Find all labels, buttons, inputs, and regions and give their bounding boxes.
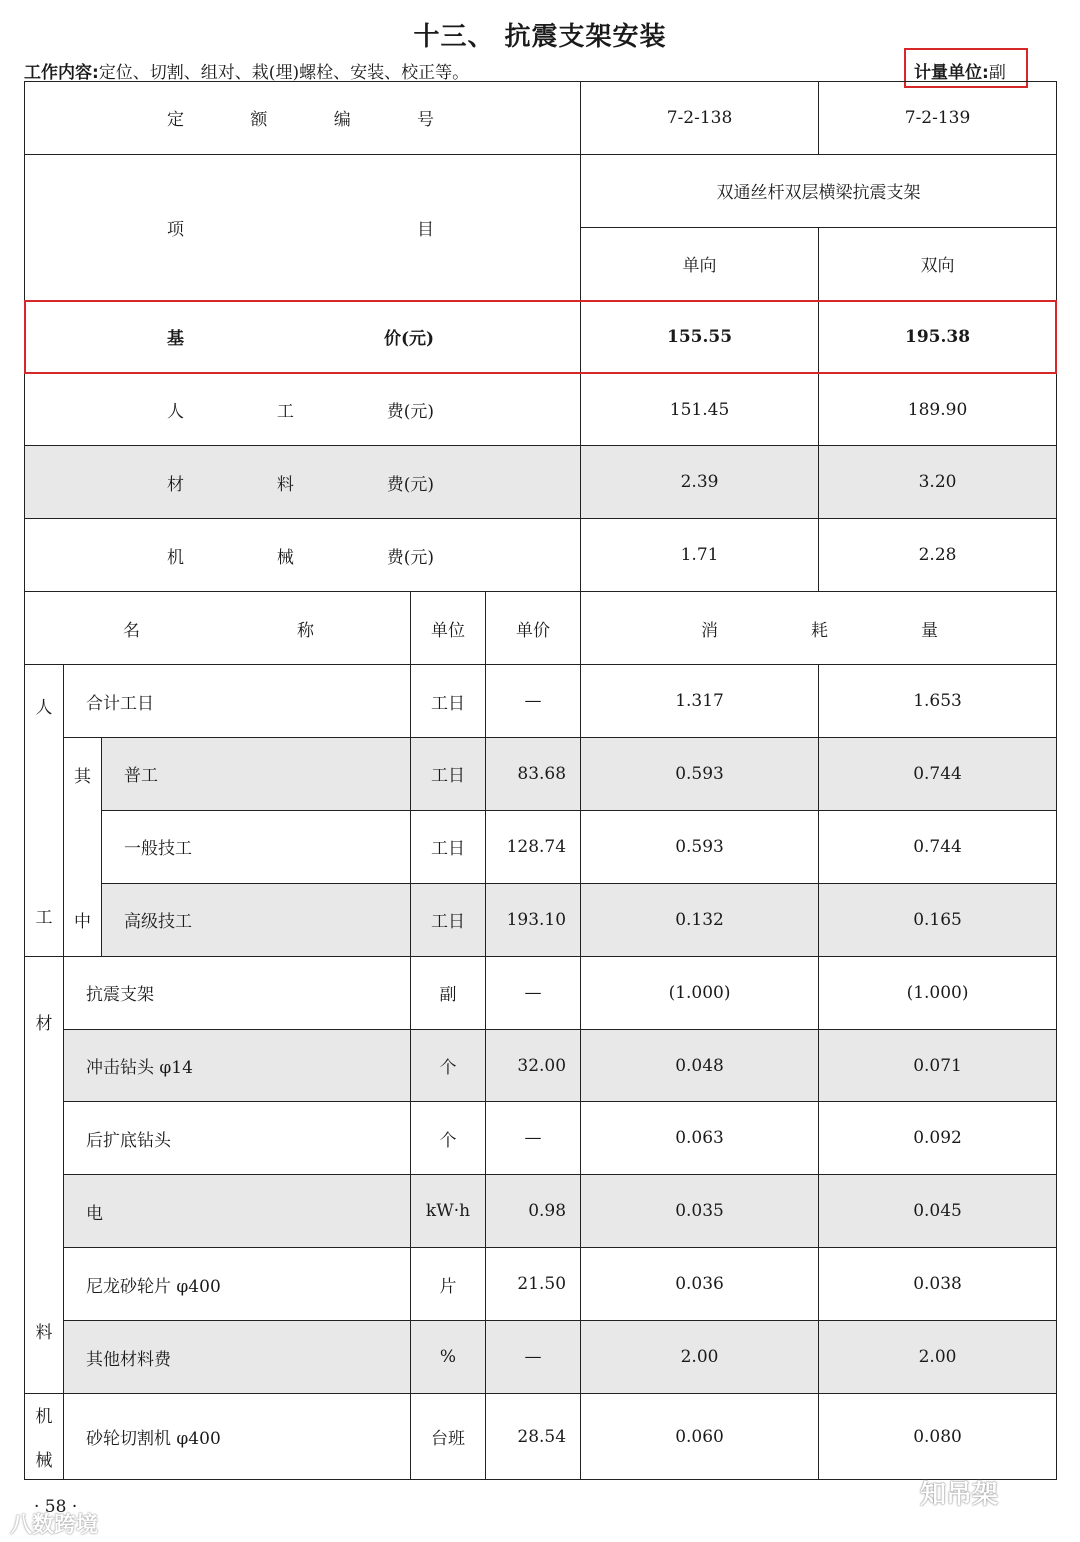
table-row xyxy=(25,1175,1057,1248)
row-name: 普工 xyxy=(102,738,411,811)
row-value-1: (1.000) xyxy=(581,956,819,1029)
category-material: 材 料 xyxy=(25,956,64,1393)
table-row xyxy=(25,1248,1057,1321)
material-cost-2: 3.20 xyxy=(819,446,1057,519)
page-number: · 58 · xyxy=(34,1497,78,1517)
row-name: 后扩底钻头 xyxy=(64,1102,411,1175)
row-unit: 工日 xyxy=(411,665,486,738)
quota-code-label: 定 额 编 号 xyxy=(25,82,581,155)
watermark-right: 知吊架 xyxy=(920,1480,999,1510)
row-value-2: 0.744 xyxy=(819,810,1057,883)
row-name: 电 xyxy=(64,1175,411,1248)
category-machine: 机 械 xyxy=(25,1394,64,1480)
quota-table xyxy=(24,81,1057,1480)
table-row xyxy=(25,810,1057,883)
row-value-2: 0.071 xyxy=(819,1029,1057,1102)
work-content-text: 定位、切割、组对、栽(埋)螺栓、安装、校正等。 xyxy=(98,63,470,83)
labor-cost-1: 151.45 xyxy=(581,373,819,446)
row-value-2: 0.080 xyxy=(819,1394,1057,1480)
row-price: — xyxy=(486,956,581,1029)
item-group-name: 双通丝杆双层横梁抗震支架 xyxy=(581,154,1057,227)
row-price: 32.00 xyxy=(486,1029,581,1102)
unit-label: 计量单位: xyxy=(914,63,989,83)
machine-cost-1: 1.71 xyxy=(581,519,819,592)
row-value-2: 0.038 xyxy=(819,1248,1057,1321)
labor-cost-row xyxy=(25,373,1057,446)
row-unit: 片 xyxy=(411,1248,486,1321)
row-unit: 工日 xyxy=(411,738,486,811)
column-header-consumption: 消 耗 量 xyxy=(581,592,1057,665)
row-price: 21.50 xyxy=(486,1248,581,1321)
work-content-label: 工作内容: xyxy=(24,63,99,83)
row-price: 28.54 xyxy=(486,1394,581,1480)
row-price: 0.98 xyxy=(486,1175,581,1248)
column-header-unit: 单位 xyxy=(411,592,486,665)
quota-code-row xyxy=(25,82,1057,155)
row-value-1: 0.593 xyxy=(581,810,819,883)
machine-cost-2: 2.28 xyxy=(819,519,1057,592)
row-name: 砂轮切割机 φ400 xyxy=(64,1394,411,1480)
page-title: 十三、 抗震支架安装 xyxy=(413,22,667,52)
column-header-row xyxy=(25,592,1057,665)
work-content xyxy=(24,58,469,83)
machine-cost-label: 机 械 费(元) xyxy=(25,519,581,592)
row-unit: kW·h xyxy=(411,1175,486,1248)
table-row xyxy=(25,665,1057,738)
material-cost-1: 2.39 xyxy=(581,446,819,519)
row-name: 尼龙砂轮片 φ400 xyxy=(64,1248,411,1321)
base-price-label: 基 价(元) xyxy=(25,300,581,373)
row-unit: 个 xyxy=(411,1029,486,1102)
row-value-1: 0.593 xyxy=(581,738,819,811)
sub-item-1: 单向 xyxy=(581,227,819,300)
table-row xyxy=(25,883,1057,956)
row-value-1: 0.048 xyxy=(581,1029,819,1102)
table-row xyxy=(25,956,1057,1029)
item-label: 项 目 xyxy=(25,154,581,300)
row-unit: 个 xyxy=(411,1102,486,1175)
row-value-1: 0.035 xyxy=(581,1175,819,1248)
row-value-2: 1.653 xyxy=(819,665,1057,738)
row-value-1: 0.036 xyxy=(581,1248,819,1321)
quota-code-1: 7-2-138 xyxy=(581,82,819,155)
base-price-row xyxy=(25,300,1057,373)
row-price: 128.74 xyxy=(486,810,581,883)
row-value-1: 2.00 xyxy=(581,1321,819,1394)
row-value-2: 0.165 xyxy=(819,883,1057,956)
table-row xyxy=(25,1029,1057,1102)
column-header-name: 名 称 xyxy=(25,592,411,665)
row-value-2: 0.045 xyxy=(819,1175,1057,1248)
row-name: 冲击钻头 φ14 xyxy=(64,1029,411,1102)
row-value-2: (1.000) xyxy=(819,956,1057,1029)
row-value-2: 0.092 xyxy=(819,1102,1057,1175)
quota-code-2: 7-2-139 xyxy=(819,82,1057,155)
base-price-2: 195.38 xyxy=(819,300,1057,373)
labor-cost-label: 人 工 费(元) xyxy=(25,373,581,446)
row-name: 一般技工 xyxy=(102,810,411,883)
unit-value: 副 xyxy=(988,63,1006,83)
table-row xyxy=(25,1321,1057,1394)
row-value-1: 0.060 xyxy=(581,1394,819,1480)
row-price: 83.68 xyxy=(486,738,581,811)
sub-item-2: 双向 xyxy=(819,227,1057,300)
table-row xyxy=(25,1102,1057,1175)
machine-cost-row xyxy=(25,519,1057,592)
row-price: 193.10 xyxy=(486,883,581,956)
row-value-2: 0.744 xyxy=(819,738,1057,811)
row-unit: % xyxy=(411,1321,486,1394)
row-name: 合计工日 xyxy=(64,665,411,738)
labor-cost-2: 189.90 xyxy=(819,373,1057,446)
row-name: 其他材料费 xyxy=(64,1321,411,1394)
row-price: — xyxy=(486,665,581,738)
measurement-unit xyxy=(914,58,1006,83)
row-unit: 工日 xyxy=(411,883,486,956)
category-labor: 人 工 xyxy=(25,665,64,957)
category-labor-sub: 其 中 xyxy=(64,738,102,957)
row-name: 高级技工 xyxy=(102,883,411,956)
table-row xyxy=(25,1394,1057,1480)
row-name: 抗震支架 xyxy=(64,956,411,1029)
material-cost-label: 材 料 费(元) xyxy=(25,446,581,519)
material-cost-row xyxy=(25,446,1057,519)
row-value-2: 2.00 xyxy=(819,1321,1057,1394)
row-unit: 副 xyxy=(411,956,486,1029)
row-value-1: 0.063 xyxy=(581,1102,819,1175)
column-header-price: 单价 xyxy=(486,592,581,665)
item-group-row xyxy=(25,154,1057,227)
table-row xyxy=(25,738,1057,811)
row-unit: 工日 xyxy=(411,810,486,883)
row-unit: 台班 xyxy=(411,1394,486,1480)
watermark-left: 八数跨境 xyxy=(10,1513,99,1538)
row-price: — xyxy=(486,1321,581,1394)
row-price: — xyxy=(486,1102,581,1175)
row-value-1: 0.132 xyxy=(581,883,819,956)
base-price-1: 155.55 xyxy=(581,300,819,373)
row-value-1: 1.317 xyxy=(581,665,819,738)
